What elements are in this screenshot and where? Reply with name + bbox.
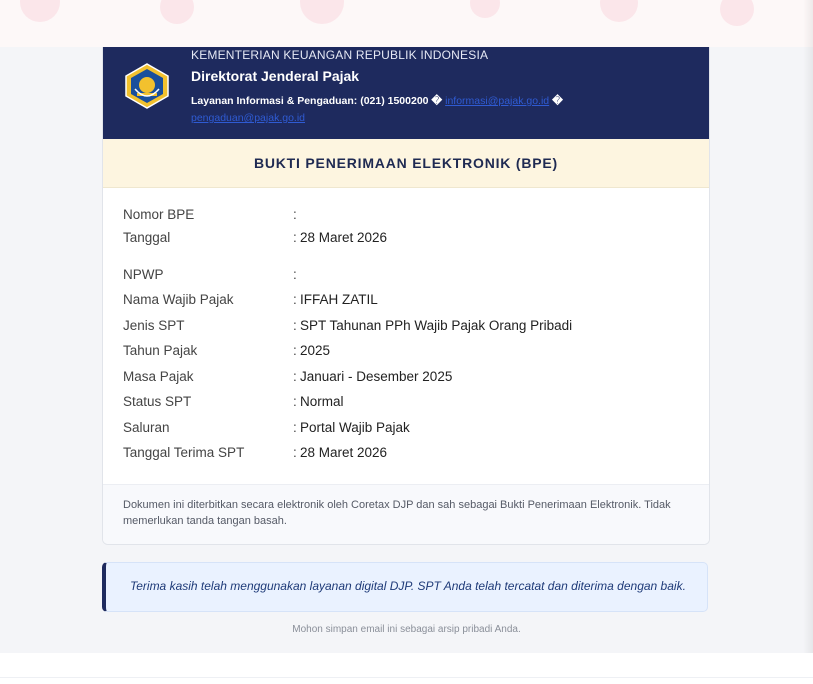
directorate-name: Direktorat Jenderal Pajak (191, 68, 360, 84)
top-decorative-banner (0, 0, 813, 48)
decorative-blob (720, 0, 754, 26)
field-colon: : (293, 230, 297, 245)
ministry-name: KEMENTERIAN KEUANGAN REPUBLIK INDONESIA (191, 48, 489, 62)
field-colon: : (293, 343, 297, 358)
contact-separator: � (549, 95, 563, 107)
field-value: Portal Wajib Pajak (300, 420, 410, 435)
field-value: Januari - Desember 2025 (300, 369, 453, 384)
field-label: Nama Wajib Pajak (123, 292, 234, 307)
field-colon: : (293, 420, 297, 435)
decorative-blob (470, 0, 500, 18)
field-colon: : (293, 394, 297, 409)
legal-note-text: Dokumen ini diterbitkan secara elektronik oleh Coretax DJP dan sah sebagai Bukti Penerimaan Elektronik. Tidak memerlukan tanda tangan basah. (123, 499, 671, 527)
field-colon: : (293, 369, 297, 384)
field-value: 28 Maret 2026 (300, 445, 388, 460)
field-label: Masa Pajak (123, 369, 194, 384)
field-label: Status SPT (123, 394, 192, 409)
decorative-blob (160, 0, 194, 24)
field-colon: : (293, 445, 297, 460)
field-label: Tahun Pajak (123, 343, 198, 358)
field-value: SPT Tahunan PPh Wajib Pajak Orang Pribadi (300, 318, 573, 333)
field-colon: : (293, 318, 297, 333)
field-label: Tanggal (123, 230, 171, 245)
scroll-shadow (803, 0, 813, 653)
decorative-blob (20, 0, 60, 22)
document-title: BUKTI PENERIMAAN ELEKTRONIK (BPE) (253, 155, 559, 171)
document-title-band (103, 139, 709, 188)
decorative-blob (300, 0, 344, 24)
divider (0, 677, 813, 678)
field-label: Tanggal Terima SPT (123, 445, 245, 460)
field-value: Normal (300, 394, 344, 409)
contact-prefix: Layanan Informasi & Pengaduan: (021) 1500200 � (191, 95, 446, 107)
contact-info (191, 93, 601, 127)
thank-you-text: Terima kasih telah menggunakan layanan digital DJP. SPT Anda telah tercatat dan diterima dengan baik. (130, 579, 686, 593)
thank-you-callout (102, 562, 708, 612)
email-info-link[interactable]: informasi@pajak.go.id (445, 95, 550, 107)
field-label: Saluran (123, 420, 170, 435)
footer-note: Mohon simpan email ini sebagai arsip pribadi Anda. (292, 624, 521, 635)
field-label: Jenis SPT (123, 318, 185, 333)
email-complaint-link[interactable]: pengaduan@pajak.go.id (191, 112, 306, 124)
bpe-card (102, 47, 710, 545)
field-colon: : (293, 292, 297, 307)
field-value: 28 Maret 2026 (300, 230, 388, 245)
djp-emblem-icon (123, 63, 171, 109)
card-header (103, 47, 709, 139)
field-value: IFFAH ZATIL (300, 292, 378, 307)
legal-note (103, 484, 709, 545)
field-label: Nomor BPE (123, 207, 195, 222)
field-label: NPWP (123, 267, 164, 282)
field-colon: : (293, 267, 297, 282)
field-colon: : (293, 207, 297, 222)
decorative-blob (600, 0, 638, 22)
field-value: 2025 (300, 343, 331, 358)
